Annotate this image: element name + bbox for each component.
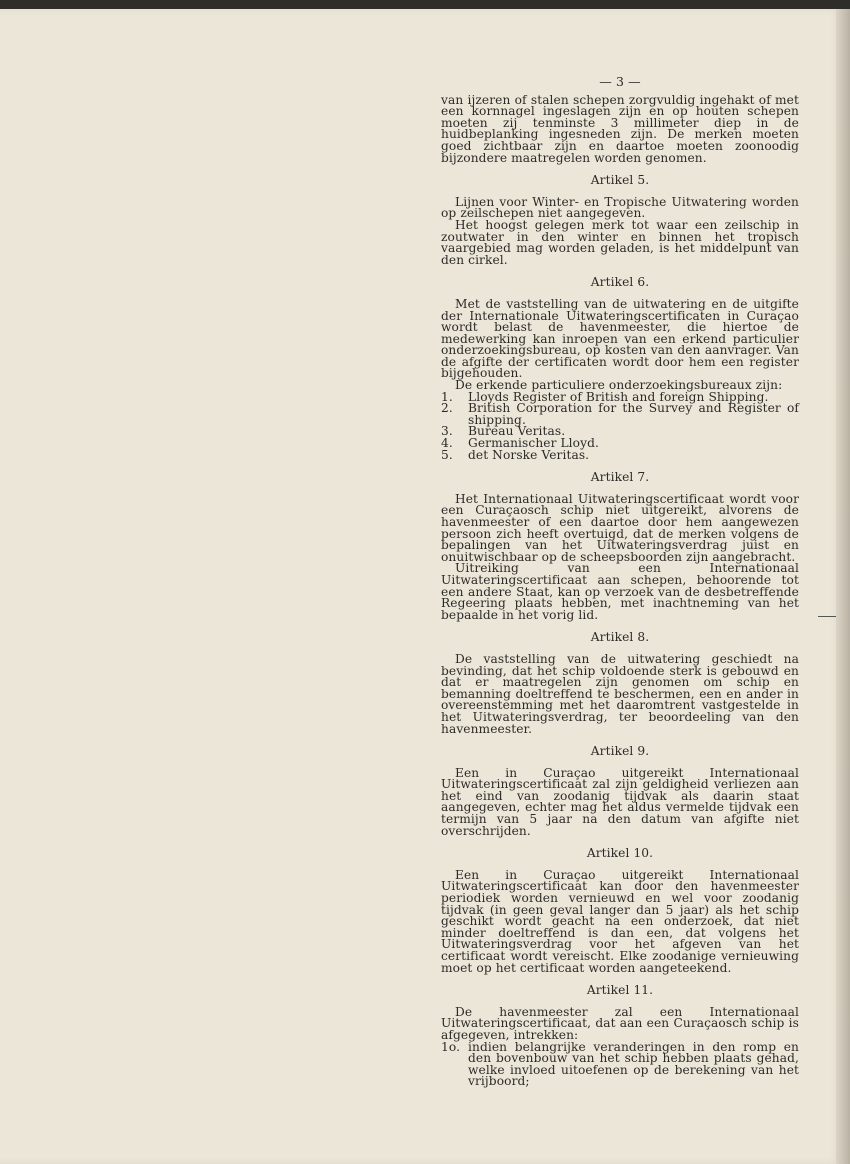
page-text-column <box>441 76 799 1088</box>
scanner-top-edge <box>0 0 850 9</box>
artikel-5-paragraph-1: Lijnen voor Winter- en Tropische Uitwatering worden op zeilschepen niet aangegeven. <box>441 194 799 221</box>
artikel-7-heading: Artikel 7. <box>590 470 650 485</box>
artikel-8-heading: Artikel 8. <box>590 630 650 645</box>
artikel-6-paragraph-1: Met de vaststelling van de uitwatering en de uitgifte der Internationale Uitwateringscertificaten in Curaçao wordt belast de havenmeester, die hiertoe de medewerking kan inroepen van een erkend particulier onderzoekingsbureau, op kosten van den aanvrager. Van de afgifte der certificaten wordt door hem een register bijgehouden. <box>441 296 799 381</box>
artikel-6-heading: Artikel 6. <box>590 275 650 290</box>
list-item: 2. British Corporation for the Survey and Register of shipping. <box>441 401 799 427</box>
artikel-5-heading: Artikel 5. <box>590 173 650 188</box>
list-item: 5. det Norske Veritas. <box>441 447 590 462</box>
paper-right-edge <box>836 9 850 1164</box>
artikel-10-paragraph-1: Een in Curaçao uitgereikt Internationaal Uitwateringscertificaat kan door den havenmeester periodiek worden vernieuwd en wel voor zoodanig tijdvak (in geen geval langer dan 5 jaar) als het schip geschikt wordt geacht na een onderzoek, dat niet minder doeltreffend is dan een, dat volgens het Uitwateringsverdrag voor het afgeven van het certificaat wordt vereischt. Elke zoodanige vernieuwing moet op het certificaat worden aangeteekend. <box>441 867 799 975</box>
list-item: 1o. indien belangrijke veranderingen in den romp en den bovenbouw van het schip hebben plaats gehad, welke invloed uitoefenen op de berekening van het vrijboord; <box>441 1039 799 1089</box>
page-number: — 3 — <box>599 74 641 89</box>
artikel-8-paragraph-1: De vaststelling van de uitwatering geschiedt na bevinding, dat het schip voldoende sterk is gebouwd en dat er maatregelen zijn genomen om schip en bemanning doeltreffend te beschermen, een en ander in overeenstemming met het daaromtrent vastgestelde in het Uitwateringsverdrag, ter beoordeeling van den havenmeester. <box>441 651 799 736</box>
artikel-11-heading: Artikel 11. <box>586 983 654 998</box>
artikel-9-paragraph-1: Een in Curaçao uitgereikt Internationaal Uitwateringscertificaat zal zijn geldigheid verliezen aan het eind van zoodanig tijdvak als daarin staat aangegeven, echter mag het aldus vermelde tijdvak een termijn van 5 jaar na den datum van afgifte niet overschrijden. <box>441 765 799 838</box>
artikel-7-paragraph-2: Uitreiking van een Internationaal Uitwateringscertificaat aan schepen, behoorende tot een andere Staat, kan op verzoek van de desbetreffende Regeering plaats hebben, met inachtneming van het bepaalde in het vorig lid. <box>441 561 799 622</box>
list-item: 1. Lloyds Register of British and foreign Shipping. <box>441 389 769 404</box>
margin-mark <box>818 616 836 617</box>
list-item: 3. Bureau Veritas. <box>441 424 566 439</box>
list-item: 4. Germanischer Lloyd. <box>441 436 599 451</box>
withdrawal-list <box>441 1039 799 1089</box>
intro-paragraph: van ijzeren of stalen schepen zorgvuldig ingehakt of met een kornnagel ingeslagen zijn en op houten schepen moeten zij tenminste 3 millimeter diep in de huidbeplanking ingesneden zijn. De merken moeten goed zichtbaar zijn en daartoe moeten zoonoodig bijzondere maatregelen worden genomen. <box>441 92 799 165</box>
artikel-10-heading: Artikel 10. <box>586 846 654 861</box>
artikel-6-paragraph-2: De erkende particuliere onderzoekingsbureaux zijn: <box>455 378 783 393</box>
artikel-11-paragraph-1: De havenmeester zal een Internationaal Uitwateringscertificaat, dat aan een Curaçaosch schip is afgegeven, intrekken: <box>441 1004 799 1042</box>
artikel-9-heading: Artikel 9. <box>590 744 650 759</box>
artikel-5-paragraph-2: Het hoogst gelegen merk tot waar een zeilschip in zoutwater in den winter en binnen het tropisch vaargebied mag worden geladen, is het middelpunt van den cirkel. <box>441 217 799 267</box>
artikel-7-paragraph-1: Het Internationaal Uitwateringscertificaat wordt voor een Curaçaosch schip niet uitgereikt, alvorens de havenmeester of een daartoe door hem aangewezen persoon zich heeft overtuigd, dat de merken volgens de bepalingen van het Uitwateringsverdrag juist en onuitwischbaar op de scheepsboorden zijn aangebracht. <box>441 491 799 564</box>
bureau-list <box>441 389 799 462</box>
